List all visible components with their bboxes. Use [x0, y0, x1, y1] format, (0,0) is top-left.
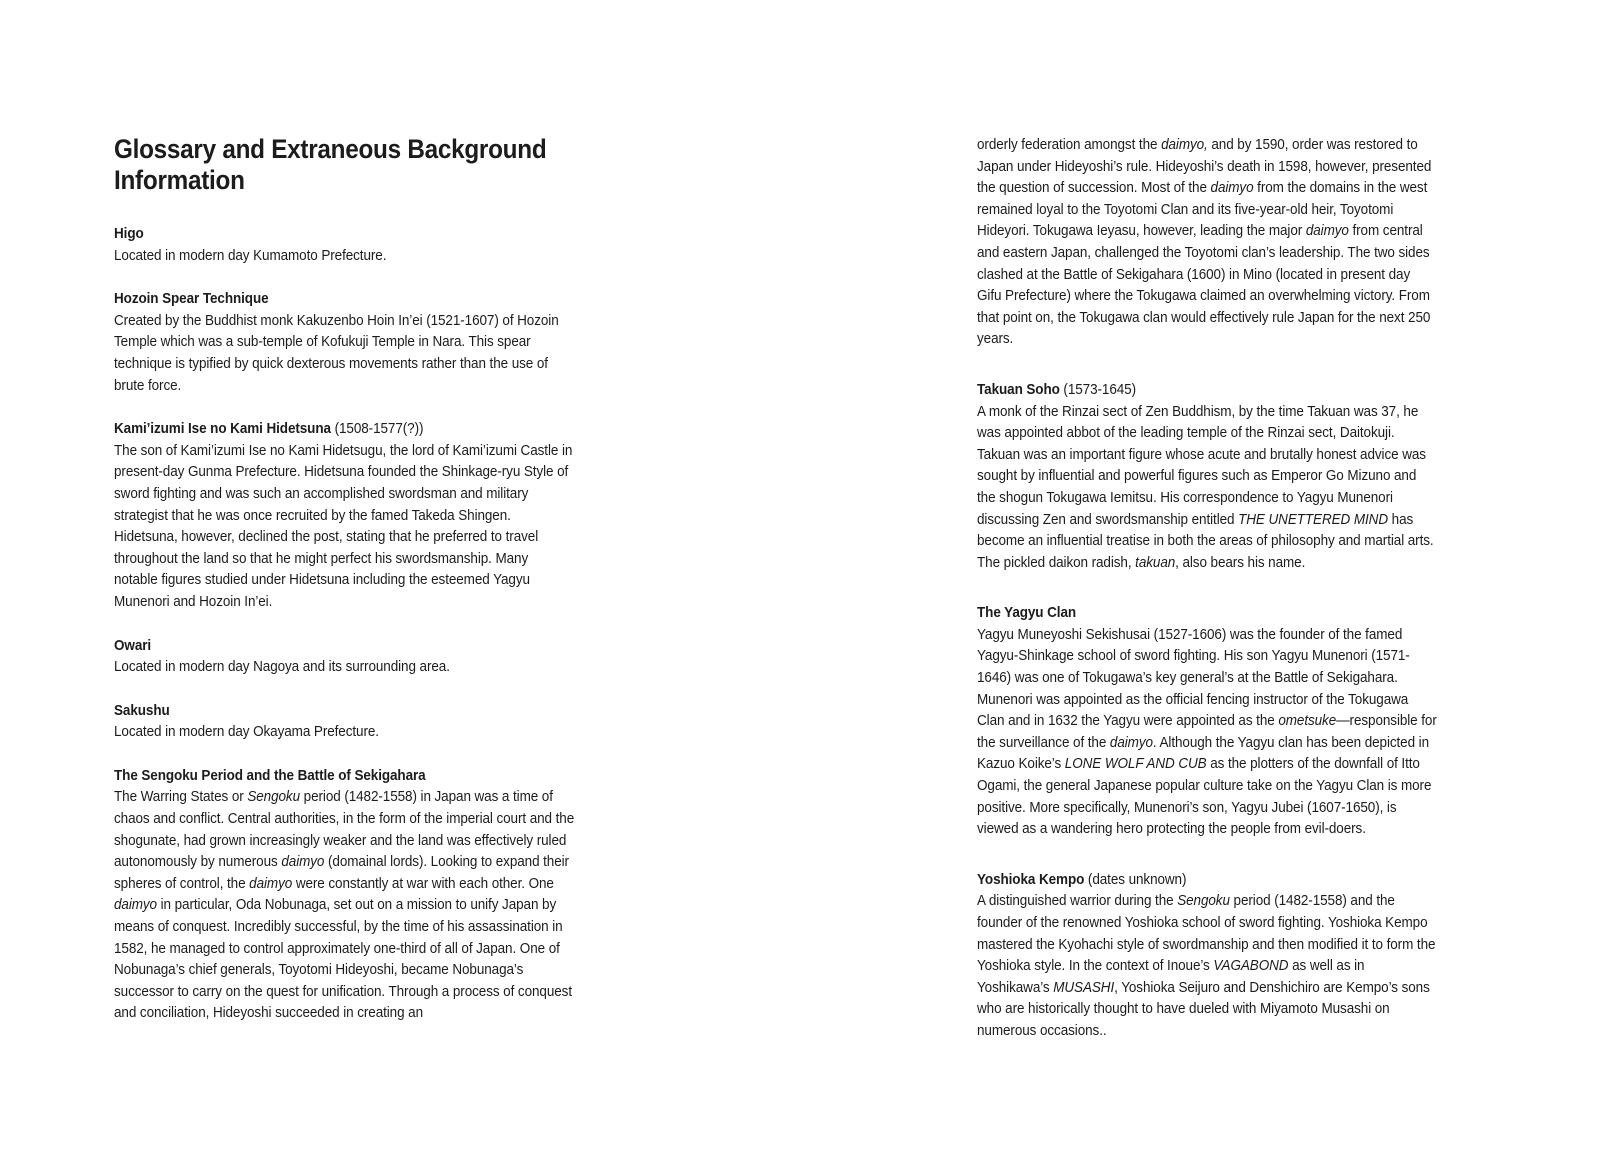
entry-body: Yagyu Muneyoshi Sekishusai (1527-1606) was the founder of the famed Yagyu-Shinkage school of sword fighting. His son Yagyu Munenori (1571-1646) was one of Tokugawa’s key general’s at the Battle of Sekigahara. Munenori was appointed as the official fencing instructor of the Tokugawa Clan and in 1632 the Yagyu were appointed as the ometsuke—responsible for the surveillance of the daimyo. Although the Yagyu clan has been depicted in Kazuo Koike’s LONE WOLF AND CUB as the plotters of the downfall of Itto Ogami, the general Japanese popular culture take on the Yagyu Clan is more positive. More specifically, Munenori’s son, Yagyu Jubei (1607-1650), is viewed as a wandering hero protecting the people from evil-doers.	[977, 625, 1437, 838]
entry-kamiizumi-hidetsuna	[114, 418, 575, 612]
entry-dates: (1508-1577(?))	[330, 420, 424, 438]
entry-body: A monk of the Rinzai sect of Zen Buddhism, by the time Takuan was 37, he was appointed abbot of the leading temple of the Rinzai sect, Daitokuji. Takuan was an important figure whose acute and brutally honest advice was sought by influential and powerful figures such as Emperor Go Mizuno and the shogun Tokugawa Iemitsu. His correspondence to Yagyu Munenori discussing Zen and swordsmanship entitled THE UNETTERED MIND has become an influential treatise in both the areas of philosophy and martial arts. The pickled daikon radish, takuan, also bears his name.	[977, 402, 1434, 571]
entry-body: Located in modern day Kumamoto Prefecture.	[114, 246, 387, 264]
page-title: Glossary and Extraneous Background Information	[114, 134, 547, 195]
entry-heading	[977, 602, 1438, 624]
left-page	[114, 134, 575, 1046]
entry-yagyu-clan	[977, 602, 1438, 840]
entry-heading	[114, 635, 575, 657]
entry-term: The Sengoku Period and the Battle of Sekigahara	[114, 766, 426, 784]
entry-body: A distinguished warrior during the Sengoku period (1482-1558) and the founder of the renowned Yoshioka school of sword fighting. Yoshioka Kempo mastered the Kyohachi style of swordmanship and then modified it to form the Yoshioka style. In the context of Inoue’s VAGABOND as well as in Yoshikawa’s MUSASHI, Yoshioka Seijuro and Denshichiro are Kempo’s sons who are historically thought to have dueled with Miyamoto Musashi on numerous occasions..	[977, 892, 1436, 1039]
sengoku-continuation-text: orderly federation amongst the daimyo, and by 1590, order was restored to Japan under Hideyoshi’s rule. Hideyoshi’s death in 1598, however, presented the question of succession. Most of the daimyo from the domains in the west remained loyal to the Toyotomi Clan and its five-year-old heir, Toyotomi Hideyori. Tokugawa Ieyasu, however, leading the major daimyo from central and eastern Japan, challenged the Toyotomi clan’s leadership. The two sides clashed at the Battle of Sekigahara (1600) in Mino (located in present day Gifu Prefecture) where the Tokugawa claimed an overwhelming victory. From that point on, the Tokugawa clan would effectively rule Japan for the next 250 years.	[977, 136, 1432, 348]
entry-dates: (dates unknown)	[1084, 870, 1187, 888]
entry-body: Located in modern day Okayama Prefecture.	[114, 723, 379, 741]
entry-sengoku-period-sekigahara	[114, 765, 575, 1024]
entry-heading	[114, 223, 575, 245]
entry-higo	[114, 223, 575, 266]
entry-term: Takuan Soho	[977, 380, 1060, 398]
entry-yoshioka-kempo	[977, 869, 1438, 1042]
entry-body: Located in modern day Nagoya and its surrounding area.	[114, 658, 450, 676]
entry-heading	[114, 765, 575, 787]
entry-body: Created by the Buddhist monk Kakuzenbo Hoin In’ei (1521-1607) of Hozoin Temple which was a sub-temple of Kofukuji Temple in Nara. This spear technique is typified by quick dexterous movements rather than the use of brute force.	[114, 311, 559, 394]
entry-hozoin-spear-technique	[114, 288, 575, 396]
entry-term: Sakushu	[114, 701, 170, 719]
entry-owari	[114, 635, 575, 678]
entry-term: Owari	[114, 636, 152, 654]
entry-term: Yoshioka Kempo	[977, 870, 1085, 888]
entry-takuan-soho	[977, 379, 1438, 573]
entry-term: Hozoin Spear Technique	[114, 290, 269, 308]
entry-heading	[114, 288, 575, 310]
entry-dates: (1573-1645)	[1059, 380, 1137, 398]
right-page	[977, 134, 1438, 1071]
entry-heading	[977, 869, 1438, 891]
entry-term: Higo	[114, 225, 144, 242]
entry-body: The Warring States or Sengoku period (1482-1558) in Japan was a time of chaos and conflict. Central authorities, in the form of the imperial court and the shogunate, had grown increasingly weaker and the land was effectively ruled autonomously by numerous daimyo (domainal lords). Looking to expand their spheres of control, the daimyo were constantly at war with each other. One daimyo in particular, Oda Nobunaga, set out on a mission to unify Japan by means of conquest. Incredibly successful, by the time of his assassination in 1582, he managed to control approximately one-third of all of Japan. One of Nobunaga’s chief generals, Toyotomi Hideyoshi, became Nobunaga’s successor to carry on the quest for unification. Through a process of conquest and conciliation, Hideyoshi succeeded in creating an	[114, 788, 575, 1022]
entry-term: The Yagyu Clan	[977, 604, 1077, 622]
entry-sakushu	[114, 700, 575, 743]
entry-heading	[977, 379, 1438, 401]
entry-term: Kami’izumi Ise no Kami Hidetsuna	[114, 420, 331, 438]
entry-heading	[114, 418, 575, 440]
entry-heading	[114, 700, 575, 722]
entry-body: The son of Kami’izumi Ise no Kami Hidetsugu, the lord of Kami’izumi Castle in present-day Gunma Prefecture. Hidetsuna founded the Shinkage-ryu Style of sword fighting and was such an accomplished swordsman and military strategist that he was once recruited by the famed Takeda Shingen. Hidetsuna, however, declined the post, stating that he preferred to travel throughout the land so that he might perfect his swordsmanship. Many notable figures studied under Hidetsuna including the esteemed Yagyu Munenori and Hozoin In’ei.	[114, 441, 573, 610]
